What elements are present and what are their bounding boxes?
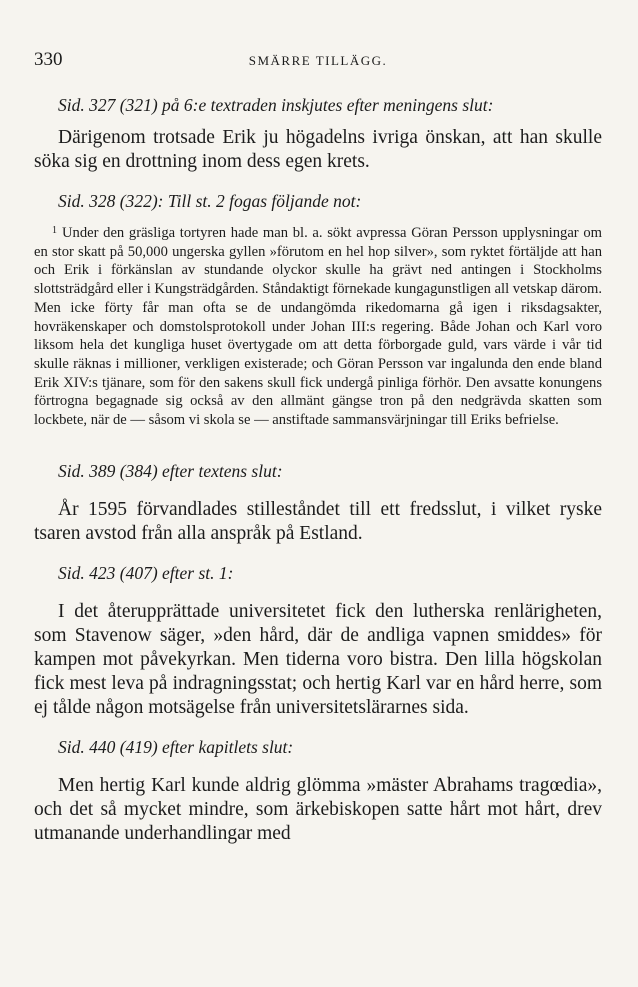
- section-heading-sid-389: Sid. 389 (384) efter textens slut:: [58, 460, 283, 481]
- footnote-sid-328: [34, 222, 602, 430]
- addition-text-sid-327: Därigenom trotsade Erik ju högadelns ivriga önskan, att han skulle söka sig en drottning inom dess egen krets.: [34, 127, 602, 172]
- footnote-text: Under den gräsliga tortyren hade man bl. a. sökt avpressa Göran Persson upplysningar om en stor skatt på 50,000 ungerska gyllen »förutom en hel hop silver», som ryktet förtäljde att han och Erik i förkänslan av stundande olyckor skulle ha grävt ned antingen i Stockholms slottsträdgård eller i Kungsträdgården. Ståndaktigt förnekade kungagunstligen all vetskap därom. Men icke förty får man ofta se de undangömda rikedomarna gå igen i riksdagsakter, hovräkenskaper och domstolsprotokoll under Johan III:s regering. Både Johan och Karl voro liksom hela det kungliga huset övertygade om att detta förborgade guld, vars värde i vår tid skulle räknas i millioner, verkligen existerade; och Göran Persson var ingalunda den ende bland Erik XIV:s tjänare, som för den sakens skull fick undergå pinliga förhör. Den avsatte konungens förtrogna begagnade sig också av den allmänt gängse tron på den nedgrävda skatten som lockbete, när de — såsom vi skola se — anstiftade sammansvärjningar till Eriks befrielse.: [34, 225, 602, 429]
- page-number: 330: [34, 49, 63, 70]
- section-heading-sid-423: Sid. 423 (407) efter st. 1:: [58, 562, 234, 583]
- section-heading-sid-328: Sid. 328 (322): Till st. 2 fogas följande not:: [58, 191, 362, 211]
- footnote-marker: 1: [52, 225, 57, 236]
- section-heading-sid-440: Sid. 440 (419) efter kapitlets slut:: [58, 736, 294, 757]
- running-head: [34, 48, 602, 72]
- page-content: [34, 94, 602, 846]
- section-heading-sid-327: Sid. 327 (321) på 6:e textraden inskjutes efter meningens slut:: [58, 95, 494, 115]
- addition-text-sid-440: Men hertig Karl kunde aldrig glömma »mäster Abrahams tragœdia», och det så mycket mindre, som ärkebiskopen satte hårt mot hårt, drev utmanande underhandlingar med: [34, 774, 602, 844]
- addition-text-sid-389: År 1595 förvandlades stilleståndet till ett fredsslut, i vilket ryske tsaren avstod från alla anspråk på Estland.: [34, 498, 602, 544]
- running-title: SMÄRRE TILLÄGG.: [248, 53, 388, 68]
- addition-text-sid-423: I det återupprättade universitetet fick den lutherska renlärigheten, som Stavenow säger, »den hård, där de andliga vapnen smiddes» för kampen mot påvekyrkan. Men tiderna voro bistra. Den lilla högskolan fick mest leva på indragningsstat; och hertig Karl var en hård herre, som ej tålde någon motsägelse från universitetslärarnes sida.: [34, 600, 602, 718]
- book-page: [34, 0, 602, 987]
